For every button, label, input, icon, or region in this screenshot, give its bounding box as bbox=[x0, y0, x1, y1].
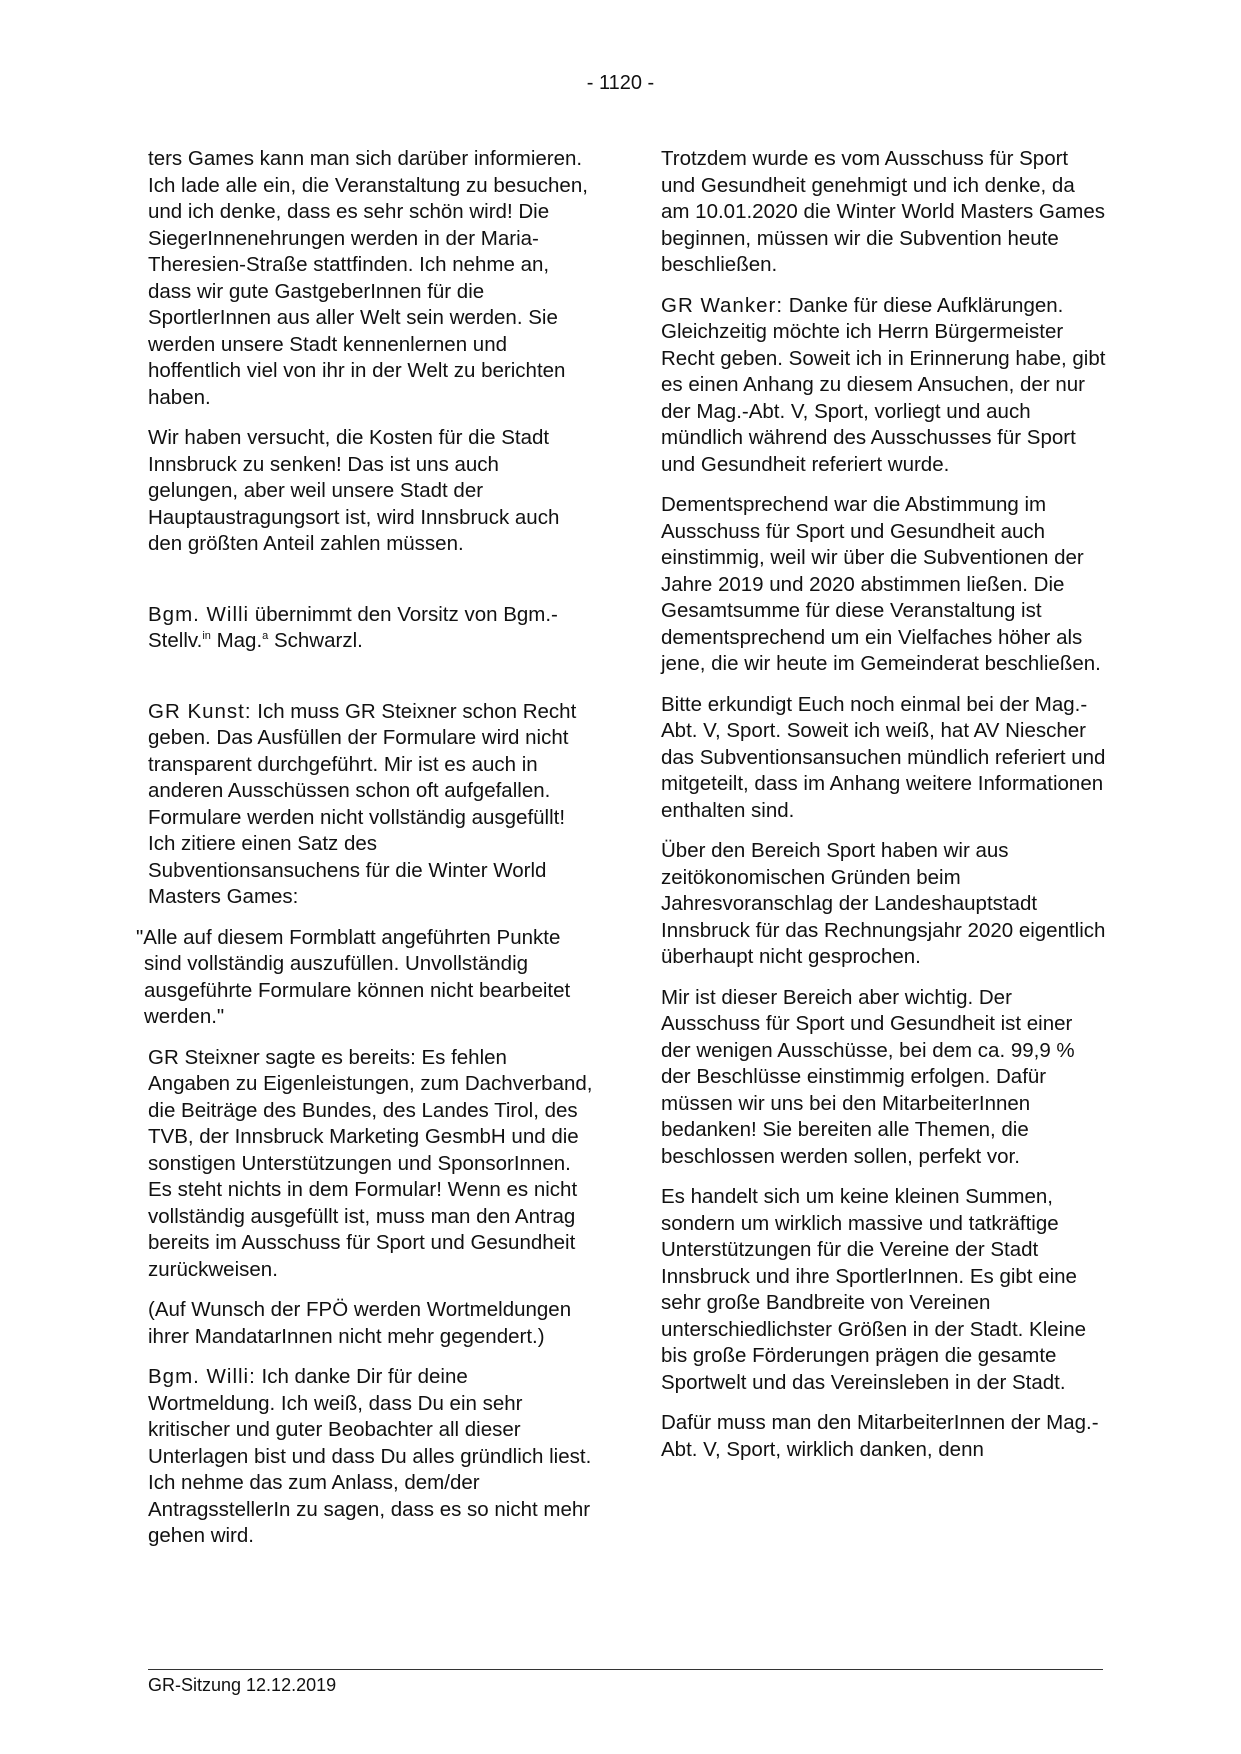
speech-kunst: GR Kunst: Ich muss GR Steixner schon Recht geben. Das Ausfüllen der Formulare wird nicht transparent durchgeführt. Mir ist es auch in anderen Ausschüssen schon oft aufgefallen. Formulare werden nicht vollständig ausgefüllt! Ich zitiere einen Satz des Subventionsansuchens für die Winter World Masters Games: bbox=[148, 699, 577, 908]
paragraph: Trotzdem wurde es vom Ausschuss für Sport und Gesundheit genehmigt und ich denke, da am 10.01.2020 die Winter World Masters Games beginnen, müssen wir die Subvention heute beschließen. bbox=[661, 147, 1105, 276]
speaker-name: Bgm. Willi: bbox=[148, 1365, 256, 1388]
paragraph: Über den Bereich Sport haben wir aus zeitökonomischen Gründen beim Jahresvoranschlag der Landeshauptstadt Innsbruck für das Rechnungsjahr 2020 eigentlich überhaupt nicht gesprochen. bbox=[661, 839, 1106, 968]
editorial-note: (Auf Wunsch der FPÖ werden Wortmeldungen ihrer MandatarInnen nicht mehr gegendert.) bbox=[148, 1298, 572, 1348]
paragraph: Dementsprechend war die Abstimmung im Ausschuss für Sport und Gesundheit auch einstimmig, weil wir über die Subventionen der Jahre 2019 und 2020 abstimmen ließen. Die Gesamtsumme für diese Veranstaltung ist dementsprechend um ein Vielfaches höher als jene, die wir heute im Gemeinderat beschließen. bbox=[661, 493, 1101, 675]
speech-wanker: GR Wanker: Danke für diese Aufklärungen. Gleichzeitig möchte ich Herrn Bürgermeister Recht geben. Soweit ich in Erinnerung habe, gibt es einen Anhang zu diesem Ansuchen, der nur der Mag.-Abt. V, Sport, vorliegt und auch mündlich während des Ausschusses für Sport und Gesundheit referiert wurde. bbox=[661, 293, 1106, 476]
paragraph: Dafür muss man den MitarbeiterInnen der Mag.-Abt. V, Sport, wirklich danken, denn bbox=[661, 1411, 1099, 1461]
paragraph: Es handelt sich um keine kleinen Summen, sondern um wirklich massive und tatkräftige Unterstützungen für die Vereine der Stadt Innsbruck und ihre SportlerInnen. Es gibt eine sehr große Bandbreite von Vereinen unterschiedlichster Größen in der Stadt. Kleine bis große Förderungen prägen die gesamte Sportwelt und das Vereinsleben in der Stadt. bbox=[661, 1185, 1087, 1394]
quote: "Alle auf diesem Formblatt angeführten Punkte sind vollständig auszufüllen. Unvollständig ausgeführte Formulare können nicht bearbeitet werden." bbox=[136, 925, 571, 1028]
left-column bbox=[136, 146, 593, 1564]
paragraph: ters Games kann man sich darüber informieren. Ich lade alle ein, die Veranstaltung zu besuchen, und ich denke, dass es sehr schön wird! Die SiegerInnenehrungen werden in der Maria-Theresien-Straße stattfinden. Ich nehme an, dass wir gute GastgeberInnen für die SportlerInnen aus aller Welt sein werden. Sie werden unsere Stadt kennenlernen und hoffentlich viel von ihr in der Welt zu berichten haben. bbox=[148, 147, 588, 409]
paragraph: Wir haben versucht, die Kosten für die Stadt Innsbruck zu senken! Das ist uns auch gelungen, aber weil unsere Stadt der Hauptaustragungsort ist, wird Innsbruck auch den größten Anteil zahlen müssen. bbox=[148, 426, 560, 555]
chair-change-note: Bgm. Willi übernimmt den Vorsitz von Bgm.-Stellv.$^{in}$ Mag.$^a$ Schwarzl. bbox=[148, 602, 558, 652]
page-number: - 1120 - bbox=[586, 72, 655, 94]
speech-willi: Bgm. Willi: Ich danke Dir für deine Wortmeldung. Ich weiß, dass Du ein sehr kritischer und guter Beobachter all dieser Unterlagen bist und dass Du alles gründlich liest. Ich nehme das zum Anlass, dem/der AntragsstellerIn zu sagen, dass es so nicht mehr gehen wird. bbox=[148, 1365, 592, 1547]
paragraph: Bitte erkundigt Euch noch einmal bei der Mag.-Abt. V, Sport. Soweit ich weiß, hat AV Niescher das Subventionsansuchen mündlich referiert und mitgeteilt, dass im Anhang weitere Informationen enthalten sind. bbox=[661, 692, 1106, 822]
right-column bbox=[661, 146, 1106, 1477]
speaker-name: Bgm. Willi bbox=[148, 602, 250, 626]
footer-divider bbox=[148, 1669, 1103, 1670]
paragraph: GR Steixner sagte es bereits: Es fehlen Angaben zu Eigenleistungen, zum Dachverband, die Beiträge des Bundes, des Landes Tirol, des TVB, der Innsbruck Marketing GesmbH und die sonstigen Unterstützungen und SponsorInnen. Es steht nichts in dem Formular! Wenn es nicht vollständig ausgefüllt ist, muss man den Antrag bereits im Ausschuss für Sport und Gesundheit zurückweisen. bbox=[148, 1045, 593, 1281]
speaker-name: GR Kunst: bbox=[148, 699, 252, 723]
speaker-name: GR Wanker: bbox=[661, 293, 784, 317]
paragraph: Mir ist dieser Bereich aber wichtig. Der Ausschuss für Sport und Gesundheit ist einer der wenigen Ausschüsse, bei dem ca. 99,9 % der Beschlüsse einstimmig erfolgen. Dafür müssen wir uns bei den MitarbeiterInnen bedanken! Sie bereiten alle Themen, die beschlossen werden sollen, perfekt vor. bbox=[661, 985, 1075, 1168]
footer-session-date: GR-Sitzung 12.12.2019 bbox=[148, 1675, 337, 1695]
